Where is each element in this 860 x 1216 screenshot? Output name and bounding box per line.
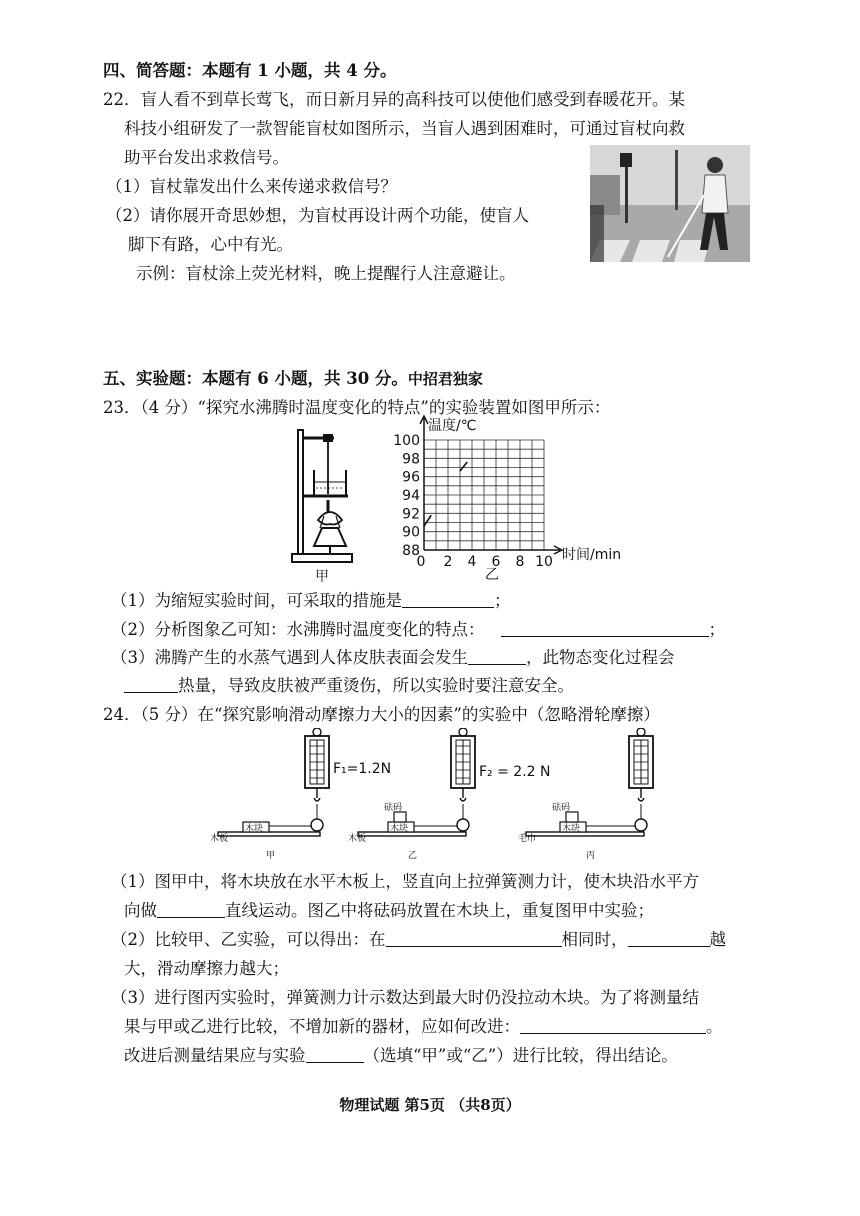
y-tick-label: 98 <box>402 451 420 468</box>
q24-sub1-line2 <box>124 900 654 922</box>
q24-sub3-line3 <box>124 1045 678 1067</box>
q24-answer-blank-1[interactable] <box>157 901 225 918</box>
x-tick-label: 0 <box>416 554 426 570</box>
q22-example: 示例：盲杖涂上荧光材料，晚上提醒行人注意避让。 <box>136 264 516 283</box>
q22-sub2a: （2）请你展开奇思妙想，为盲杖再设计两个功能，使盲人 <box>106 206 529 225</box>
q23-fig-jia-label: 甲 <box>315 569 329 585</box>
x-tick-label: 2 <box>443 554 453 570</box>
x-tick-label: 8 <box>515 554 525 570</box>
q23-answer-blank-1[interactable] <box>402 591 494 608</box>
q23-fig-yi-label: 乙 <box>485 567 499 583</box>
force-label-f1: F₁=1.2N <box>333 761 392 777</box>
y-tick-label: 88 <box>402 543 420 559</box>
board-label-2: 木板 <box>348 834 367 844</box>
q24-sub3-line2-pre: 果与甲或乙进行比较，不增加新的器材，应如何改进： <box>124 1017 520 1036</box>
q24-answer-blank-4[interactable] <box>520 1017 706 1034</box>
boiling-apparatus-figure <box>290 424 370 574</box>
q24-sub3-line2-post: 。 <box>706 1017 723 1036</box>
q24-sub3-line2 <box>124 1016 723 1038</box>
block-label-1: 木块 <box>245 824 264 834</box>
q24-sub2-mid: 相同时， <box>561 930 628 949</box>
q24-sub1-line2-pre: 向做 <box>124 901 157 920</box>
q24-sub1-line2-post: 直线运动。图乙中将砝码放置在木块上，重复图甲中实验； <box>225 901 654 920</box>
q23-sub3-mid: ，此物态变化过程会 <box>526 648 675 667</box>
y-tick-label: 100 <box>393 433 420 449</box>
block-label-2: 木块 <box>390 824 409 834</box>
q22-line2: 科技小组研发了一款智能盲杖如图所示，当盲人遇到困难时，可通过盲杖向救 <box>124 119 685 138</box>
x-tick-label: 6 <box>491 554 501 570</box>
q24-sub2-pre: （2）比较甲、乙实验，可以得出：在 <box>111 930 386 949</box>
smart-cane-photo <box>590 145 750 262</box>
section5-heading-text: 五、实验题：本题有 6 小题，共 30 分。 <box>103 369 408 388</box>
y-tick-label: 90 <box>402 524 420 541</box>
chart-axes <box>420 416 562 554</box>
q24-sub3-line3-pre: 改进后测量结果应与实验 <box>124 1046 306 1065</box>
block-label-3: 木块 <box>562 824 581 834</box>
fig-jia-label: 甲 <box>266 851 276 861</box>
towel-label: 毛巾 <box>518 834 537 844</box>
weight-label-2: 砝码 <box>384 803 403 813</box>
q23-sub3-text: （3）沸腾产生的水蒸气遇到人体皮肤表面会发生 <box>111 648 468 667</box>
q23-sub3 <box>111 647 675 669</box>
y-tick-label: 94 <box>402 488 420 504</box>
q22-sub2b: 脚下有路，心中有光。 <box>128 235 293 254</box>
watermark-text: 中招君独家 <box>407 370 483 388</box>
spring-scale-2 <box>451 728 475 801</box>
page-footer: 物理试题 第5页 （共8页） <box>339 1096 521 1114</box>
y-tick-label: 96 <box>402 469 420 486</box>
q23-sub1-text: （1）为缩短实验时间，可采取的措施是 <box>111 591 402 610</box>
q24-sub2 <box>111 929 726 951</box>
chart-y-axis-label: 温度/℃ <box>428 418 477 434</box>
force-label-f2: F₂ = 2.2 N <box>479 764 551 780</box>
chart-x-axis-label: 时间/min <box>562 547 622 563</box>
chart-series <box>424 462 467 526</box>
weight-label-3: 砝码 <box>552 803 571 813</box>
q23-sub3-line2-text: 热量，导致皮肤被严重烫伤，所以实验时要注意安全。 <box>178 676 574 695</box>
x-tick-label: 4 <box>467 554 477 570</box>
spring-scale-3 <box>629 728 653 801</box>
q24-answer-blank-2[interactable] <box>386 930 562 947</box>
x-tick-label: 10 <box>535 554 553 570</box>
q24-answer-blank-3[interactable] <box>628 930 710 947</box>
fig-yi-label: 乙 <box>408 851 418 861</box>
series-segment-1 <box>424 515 431 526</box>
q24-sub3-line3-post: （选填“甲”或“乙”）进行比较，得出结论。 <box>363 1046 678 1065</box>
q23-sub1 <box>111 590 511 612</box>
spring-scale-1 <box>305 728 329 801</box>
q22-line3: 助平台发出求救信号。 <box>124 148 289 167</box>
q23-sub2-text: （2）分析图象乙可知：水沸腾时温度变化的特点： <box>111 620 485 639</box>
q23-answer-blank-2[interactable] <box>501 620 709 637</box>
q24-sub1-line1: （1）图甲中，将木块放在水平木板上，竖直向上拉弹簧测力计，使木块沿水平方 <box>111 872 699 891</box>
q24-sub3-line1: （3）进行图丙实验时，弹簧测力计示数达到最大时仍没拉动木块。为了将测量结 <box>111 988 699 1007</box>
q23-stem: 23．（4 分）“探究水沸腾时温度变化的特点”的实验装置如图甲所示： <box>103 398 611 417</box>
q24-sub2-line2: 大，滑动摩擦力越大； <box>124 959 289 978</box>
q23-answer-blank-3[interactable] <box>468 648 526 665</box>
q23-sub2 <box>111 619 725 641</box>
q24-stem: 24．（5 分）在“探究影响滑动摩擦力大小的因素”的实验中（忽略滑轮摩擦） <box>103 705 660 724</box>
q24-sub2-post: 越 <box>709 930 726 949</box>
section5-heading <box>103 368 483 390</box>
smart-cane-photo-drawing <box>590 145 750 262</box>
q22-sub1: （1）盲杖靠发出什么来传递求救信号？ <box>106 177 397 196</box>
fig-bing-label: 丙 <box>586 851 596 861</box>
series-segment-2 <box>460 462 467 471</box>
q23-sub3-line2 <box>124 675 574 697</box>
temperature-time-chart <box>378 414 638 574</box>
board-label-1: 木板 <box>210 834 229 844</box>
section4-heading: 四、简答题：本题有 1 小题，共 4 分。 <box>103 61 397 80</box>
q24-answer-blank-5[interactable] <box>306 1046 364 1063</box>
y-tick-label: 92 <box>402 506 420 523</box>
friction-experiment-figure <box>208 728 668 862</box>
chart-grid <box>424 440 544 550</box>
q23-answer-blank-4[interactable] <box>124 676 178 693</box>
q23-sub2-end: ； <box>708 620 725 639</box>
q23-sub1-end: ； <box>494 591 511 610</box>
q22-line1: 22．盲人看不到草长莺飞，而日新月异的高科技可以使他们感受到春暖花开。某 <box>103 90 685 109</box>
